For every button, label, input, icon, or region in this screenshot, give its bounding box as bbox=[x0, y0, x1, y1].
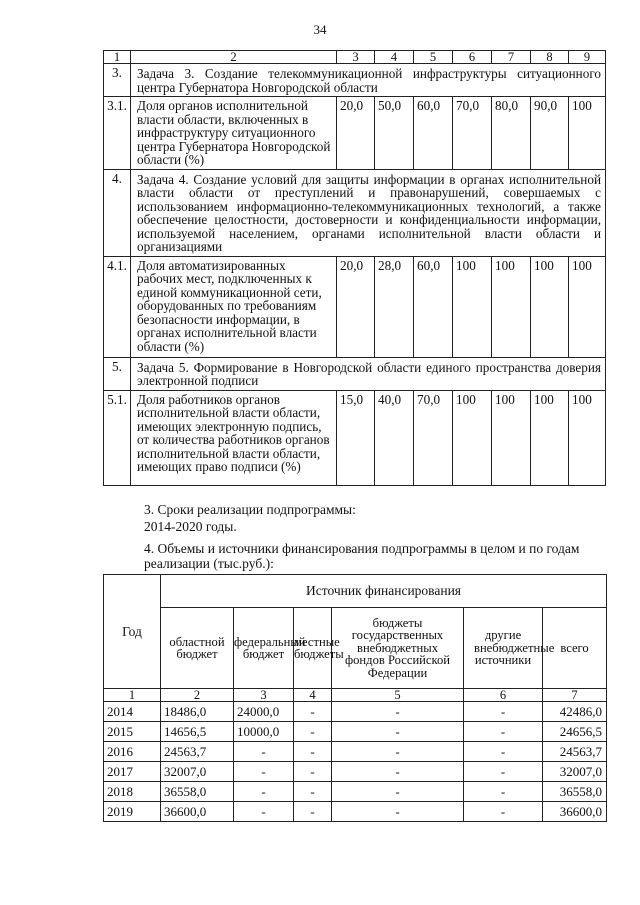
section-3-text: 2014-2020 годы. bbox=[144, 519, 237, 534]
year-cell: 2018 bbox=[104, 782, 161, 802]
column-index: 3 bbox=[337, 51, 375, 64]
column-index: 7 bbox=[543, 689, 607, 702]
indicator-value: 60,0 bbox=[414, 256, 453, 357]
funds-cell: - bbox=[332, 782, 464, 802]
column-index: 5 bbox=[332, 689, 464, 702]
column-index: 8 bbox=[531, 51, 569, 64]
total-cell: 42486,0 bbox=[543, 702, 607, 722]
task-number: 5. bbox=[104, 357, 131, 390]
column-index: 6 bbox=[453, 51, 492, 64]
indicator-value: 50,0 bbox=[375, 97, 414, 170]
column-index: 4 bbox=[294, 689, 332, 702]
funds-cell: - bbox=[332, 742, 464, 762]
regional-cell: 14656,5 bbox=[161, 722, 234, 742]
year-cell: 2017 bbox=[104, 762, 161, 782]
column-index: 9 bbox=[569, 51, 606, 64]
indicator-row bbox=[104, 256, 606, 357]
indicator-value: 70,0 bbox=[453, 97, 492, 170]
local-cell: - bbox=[294, 802, 332, 822]
year-cell: 2014 bbox=[104, 702, 161, 722]
total-cell: 24656,5 bbox=[543, 722, 607, 742]
funds-cell: - bbox=[332, 802, 464, 822]
table-row bbox=[104, 802, 607, 822]
table-row bbox=[104, 782, 607, 802]
task-number: 3. bbox=[104, 64, 131, 97]
column-index: 1 bbox=[104, 51, 131, 64]
table-row bbox=[104, 722, 607, 742]
other-cell: - bbox=[464, 722, 543, 742]
source-header: Источник финансирования bbox=[161, 575, 607, 608]
column-index: 2 bbox=[161, 689, 234, 702]
indicator-value: 70,0 bbox=[414, 390, 453, 485]
task-row bbox=[104, 64, 606, 97]
indicator-row bbox=[104, 97, 606, 170]
local-cell: - bbox=[294, 722, 332, 742]
year-cell: 2015 bbox=[104, 722, 161, 742]
indicator-value: 90,0 bbox=[531, 97, 569, 170]
total-cell: 36558,0 bbox=[543, 782, 607, 802]
indicator-value: 100 bbox=[531, 256, 569, 357]
column-index: 7 bbox=[492, 51, 531, 64]
total-cell: 36600,0 bbox=[543, 802, 607, 822]
indicator-value: 100 bbox=[453, 390, 492, 485]
indicator-value: 100 bbox=[569, 256, 606, 357]
indicator-row bbox=[104, 390, 606, 485]
regional-cell: 24563,7 bbox=[161, 742, 234, 762]
other-cell: - bbox=[464, 742, 543, 762]
targets-table bbox=[103, 50, 606, 486]
indicator-value: 15,0 bbox=[337, 390, 375, 485]
indicator-value: 40,0 bbox=[375, 390, 414, 485]
column-header: местные бюджеты bbox=[294, 608, 332, 689]
indicator-value: 100 bbox=[569, 97, 606, 170]
indicator-value: 100 bbox=[492, 256, 531, 357]
total-cell: 32007,0 bbox=[543, 762, 607, 782]
section-4-heading-text: 4. Объемы и источники финансирования подпрограммы в целом и по годам реализации (тыс.руб.): bbox=[144, 541, 580, 571]
page-number: 34 bbox=[313, 22, 327, 37]
column-index: 4 bbox=[375, 51, 414, 64]
column-index: 2 bbox=[131, 51, 337, 64]
column-index: 1 bbox=[104, 689, 161, 702]
indicator-value: 100 bbox=[569, 390, 606, 485]
federal-cell: - bbox=[234, 742, 294, 762]
column-index: 6 bbox=[464, 689, 543, 702]
indicator-number: 4.1. bbox=[104, 256, 131, 357]
other-cell: - bbox=[464, 702, 543, 722]
indicator-label: Доля работников органов исполнительной власти области, имеющих электронную подпись, от количества работников органов исполнительной власти области, имеющих право подписи (%) bbox=[131, 390, 337, 485]
regional-cell: 36558,0 bbox=[161, 782, 234, 802]
federal-cell: - bbox=[234, 782, 294, 802]
column-index-row bbox=[104, 689, 607, 702]
indicator-value: 20,0 bbox=[337, 97, 375, 170]
regional-cell: 36600,0 bbox=[161, 802, 234, 822]
column-index: 5 bbox=[414, 51, 453, 64]
column-header: областной бюджет bbox=[161, 608, 234, 689]
column-header: бюджеты государственных внебюджетных фондов Российской Федерации bbox=[332, 608, 464, 689]
federal-cell: 10000,0 bbox=[234, 722, 294, 742]
task-row bbox=[104, 357, 606, 390]
funds-cell: - bbox=[332, 702, 464, 722]
indicator-value: 28,0 bbox=[375, 256, 414, 357]
task-text: Задача 4. Создание условий для защиты информации в органах исполнительной власти области от преступлений и правонарушений, совершаемых с использованием информационно-телекоммуникационных технологий, а также обеспечение целостности, достоверности и конфиденциальности информации, используемой населением, органами исполнительной власти области и организациями bbox=[131, 169, 606, 256]
funds-cell: - bbox=[332, 762, 464, 782]
indicator-value: 100 bbox=[492, 390, 531, 485]
indicator-value: 100 bbox=[453, 256, 492, 357]
section-3-heading: 3. Сроки реализации подпрограммы: bbox=[144, 502, 356, 517]
year-header: Год bbox=[104, 575, 161, 689]
column-header: другие внебюджетные источники bbox=[464, 608, 543, 689]
local-cell: - bbox=[294, 742, 332, 762]
indicator-value: 100 bbox=[531, 390, 569, 485]
local-cell: - bbox=[294, 782, 332, 802]
table-row bbox=[104, 742, 607, 762]
column-header: всего bbox=[543, 608, 607, 689]
column-header: федеральный бюджет bbox=[234, 608, 294, 689]
task-text: Задача 3. Создание телекоммуникационной инфраструктуры ситуационного центра Губернатора Новгородской области bbox=[131, 64, 606, 97]
task-text: Задача 5. Формирование в Новгородской области единого пространства доверия электронной подписи bbox=[131, 357, 606, 390]
regional-cell: 32007,0 bbox=[161, 762, 234, 782]
local-cell: - bbox=[294, 762, 332, 782]
indicator-label: Доля органов исполнительной власти области, включенных в инфраструктуру ситуационного центра Губернатора Новгородской области (%) bbox=[131, 97, 337, 170]
financing-table bbox=[103, 574, 607, 822]
other-cell: - bbox=[464, 802, 543, 822]
indicator-number: 5.1. bbox=[104, 390, 131, 485]
task-row bbox=[104, 169, 606, 256]
indicator-value: 60,0 bbox=[414, 97, 453, 170]
task-number: 4. bbox=[104, 169, 131, 256]
regional-cell: 18486,0 bbox=[161, 702, 234, 722]
year-cell: 2019 bbox=[104, 802, 161, 822]
indicator-number: 3.1. bbox=[104, 97, 131, 170]
federal-cell: 24000,0 bbox=[234, 702, 294, 722]
indicator-value: 20,0 bbox=[337, 256, 375, 357]
section-4-heading bbox=[144, 541, 606, 571]
local-cell: - bbox=[294, 702, 332, 722]
funds-cell: - bbox=[332, 722, 464, 742]
column-index: 3 bbox=[234, 689, 294, 702]
other-cell: - bbox=[464, 762, 543, 782]
total-cell: 24563,7 bbox=[543, 742, 607, 762]
other-cell: - bbox=[464, 782, 543, 802]
table-row bbox=[104, 762, 607, 782]
federal-cell: - bbox=[234, 762, 294, 782]
column-index-row bbox=[104, 51, 606, 64]
indicator-label: Доля автоматизированных рабочих мест, подключенных к единой коммуникационной сети, оборудованных по требованиям безопасности информации, в органах исполнительной власти области (%) bbox=[131, 256, 337, 357]
indicator-value: 80,0 bbox=[492, 97, 531, 170]
year-cell: 2016 bbox=[104, 742, 161, 762]
table-row bbox=[104, 702, 607, 722]
federal-cell: - bbox=[234, 802, 294, 822]
